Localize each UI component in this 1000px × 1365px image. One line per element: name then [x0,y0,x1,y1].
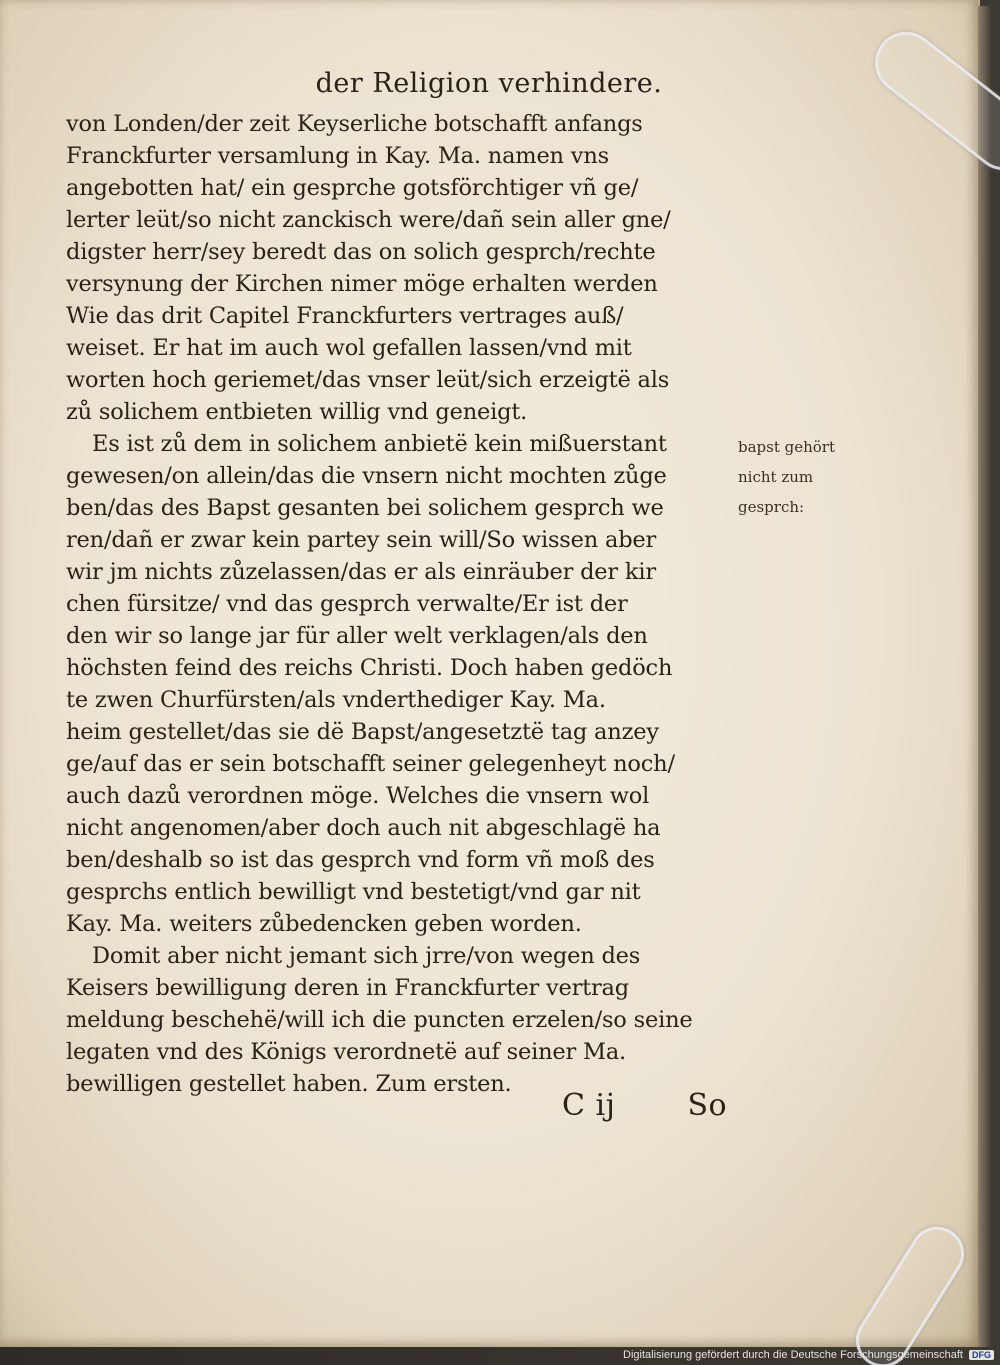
signature-mark: C ij [562,1088,616,1123]
dfg-logo-icon: DFG [969,1350,994,1360]
body-text [66,108,746,1100]
text-line: Kay. Ma. weiters zůbedencken geben worden. [66,911,582,937]
page-footer-marks [562,1088,727,1123]
text-line: legaten vnd des Königs verordnetë auf seiner Ma. [66,1039,627,1065]
text-line: gewesen/on allein/das die vnsern nicht mochten zůge [66,463,667,489]
digitization-credit [623,1349,994,1361]
text-line: ge/auf das er sein botschafft seiner gelegenheyt noch/ [66,751,675,777]
text-line: bewilligen gestellet haben. Zum ersten. [66,1071,512,1097]
text-line: worten hoch geriemet/das vnser leüt/sich erzeigtë als [66,367,670,393]
text-line: auch dazů verordnen möge. Welches die vnsern wol [66,783,650,809]
margin-note-line: nicht zum [738,468,814,486]
text-line: lerter leüt/so nicht zanckisch were/dañ sein aller gne/ [66,207,671,233]
text-line: ben/deshalb so ist das gesprch vnd form vñ moß des [66,847,655,873]
text-line: wir jm nichts zůzelassen/das er als einräuber der kir [66,559,656,585]
text-line: Wie das drit Capitel Franckfurters vertrages auß/ [66,303,624,329]
text-line: digster herr/sey beredt das on solich gesprch/rechte [66,239,656,265]
text-line: von Londen/der zeit Keyserliche botschafft anfangs [66,111,643,137]
text-line: ren/dañ er zwar kein partey sein will/So wissen aber [66,527,657,553]
catchword: So [687,1088,728,1123]
text-line: Es ist zů dem in solichem anbietë kein mißuerstant [92,431,667,457]
text-line: ben/das des Bapst gesanten bei solichem gesprch we [66,495,664,521]
text-line: höchsten feind des reichs Christi. Doch haben gedöch [66,655,673,681]
page-edge [978,6,992,1347]
margin-note [738,432,868,522]
text-line: den wir so lange jar für aller welt verklagen/als den [66,623,648,649]
credit-text: Digitalisierung gefördert durch die Deutsche Forschungsgemeinschaft [623,1349,963,1361]
margin-note-line: bapst gehört [738,438,836,456]
text-line: weiset. Er hat im auch wol gefallen lassen/vnd mit [66,335,632,361]
text-line: Franckfurter versamlung in Kay. Ma. namen vns [66,143,609,169]
text-line: gesprchs entlich bewilligt vnd bestetigt/vnd gar nit [66,879,641,905]
text-line: versynung der Kirchen nimer möge erhalten werden [66,271,658,297]
text-line: Domit aber nicht jemant sich jrre/von wegen des [92,943,641,969]
text-line: chen fürsitze/ vnd das gesprch verwalte/Er ist der [66,591,628,617]
margin-note-line: gesprch: [738,498,805,516]
text-line: te zwen Churfürsten/als vnderthediger Kay. Ma. [66,687,606,713]
running-header: der Religion verhindere. [315,68,663,99]
text-line: heim gestellet/das sie dë Bapst/angesetztë tag anzey [66,719,659,745]
text-line: angebotten hat/ ein gesprche gotsförchtiger vñ ge/ [66,175,639,201]
text-line: Keisers bewilligung deren in Franckfurter vertrag [66,975,629,1001]
text-line: zů solichem entbieten willig vnd geneigt. [66,399,528,425]
text-line: nicht angenomen/aber doch auch nit abgeschlagë ha [66,815,661,841]
text-line: meldung beschehë/will ich die puncten erzelen/so seine [66,1007,693,1033]
